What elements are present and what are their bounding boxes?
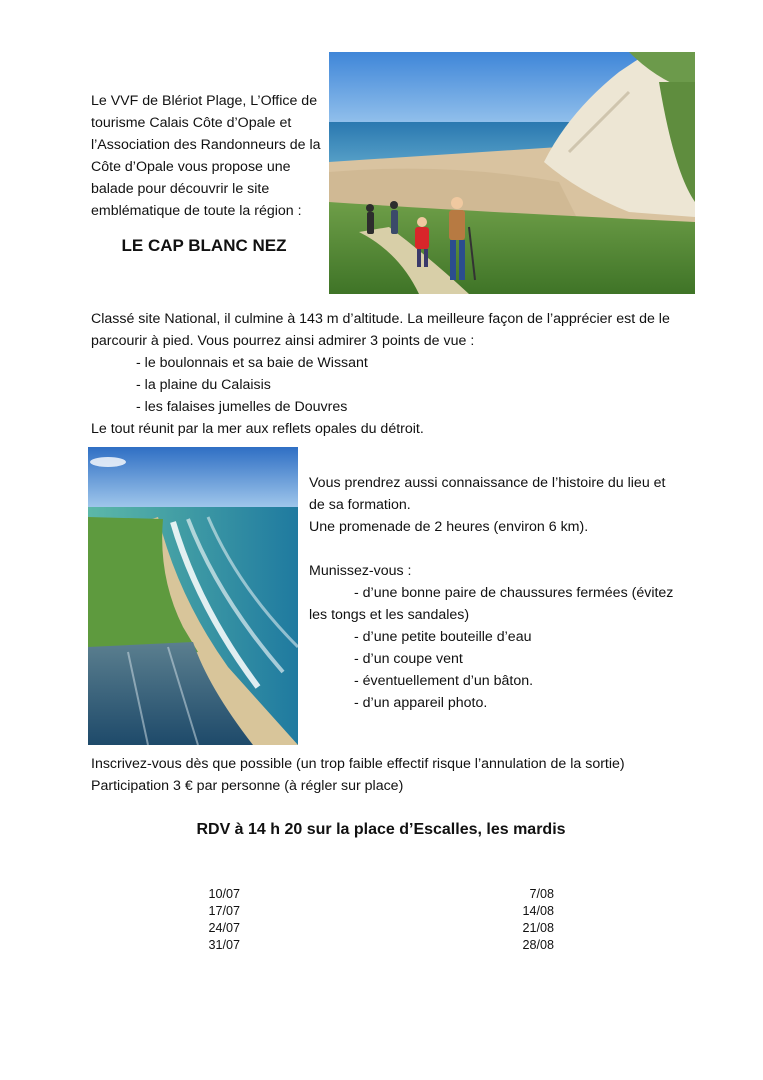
date-item: 31/07 xyxy=(208,938,240,952)
date-item: 21/08 xyxy=(522,921,554,935)
spacer xyxy=(309,538,689,560)
equipment-title: Munissez-vous : xyxy=(309,563,412,579)
viewpoint-item: - la plaine du Calaisis xyxy=(136,377,271,393)
details-line: Une promenade de 2 heures (environ 6 km). xyxy=(309,519,589,535)
details-line: Vous prendrez aussi connaissance de l’histoire du lieu et xyxy=(309,475,666,491)
date-item: 28/08 xyxy=(522,938,554,952)
viewpoint-item: - le boulonnais et sa baie de Wissant xyxy=(136,355,368,371)
page-title: LE CAP BLANC NEZ xyxy=(121,236,287,255)
date-item: 24/07 xyxy=(208,921,240,935)
description-closing: Le tout réunit par la mer aux reflets opales du détroit. xyxy=(91,421,424,437)
intro-line: Le VVF de Blériot Plage, L’Office de xyxy=(91,93,318,109)
coastline-photo xyxy=(88,447,298,745)
intro-line: Côte d’Opale vous propose une xyxy=(91,159,291,175)
equipment-item-continued: les tongs et les sandales) xyxy=(309,607,470,623)
participation-line: Participation 3 € par personne (à régler sur place) xyxy=(91,778,404,794)
august-dates xyxy=(470,886,554,954)
description-line: parcourir à pied. Vous pourrez ainsi admirer 3 points de vue : xyxy=(91,333,475,349)
equipment-item: - éventuellement d’un bâton. xyxy=(354,673,534,689)
intro-line: emblématique de toute la région : xyxy=(91,203,302,219)
july-dates xyxy=(160,886,240,954)
date-item: 14/08 xyxy=(522,904,554,918)
walk-details xyxy=(309,472,689,714)
date-item: 17/07 xyxy=(208,904,240,918)
site-description xyxy=(91,308,701,440)
date-item: 10/07 xyxy=(208,887,240,901)
details-line: de sa formation. xyxy=(309,497,411,513)
intro-paragraph xyxy=(91,90,326,222)
intro-line: balade pour découvrir le site xyxy=(91,181,270,197)
intro-line: l’Association des Randonneurs de la xyxy=(91,137,321,153)
equipment-item: - d’un appareil photo. xyxy=(354,695,488,711)
hikers-photo xyxy=(329,52,695,294)
equipment-item: - d’un coupe vent xyxy=(354,651,463,667)
description-line: Classé site National, il culmine à 143 m d’altitude. La meilleure façon de l’apprécier est de le xyxy=(91,311,670,327)
registration-line: Inscrivez-vous dès que possible (un trop faible effectif risque l’annulation de la sortie) xyxy=(91,756,625,772)
equipment-item: - d’une bonne paire de chaussures fermées (évitez xyxy=(354,585,674,601)
equipment-item: - d’une petite bouteille d’eau xyxy=(354,629,532,645)
meeting-heading: RDV à 14 h 20 sur la place d’Escalles, les mardis xyxy=(196,821,566,838)
registration-info xyxy=(91,753,711,797)
intro-line: tourisme Calais Côte d’Opale et xyxy=(91,115,292,131)
viewpoint-item: - les falaises jumelles de Douvres xyxy=(136,399,348,415)
date-item: 7/08 xyxy=(529,887,554,901)
